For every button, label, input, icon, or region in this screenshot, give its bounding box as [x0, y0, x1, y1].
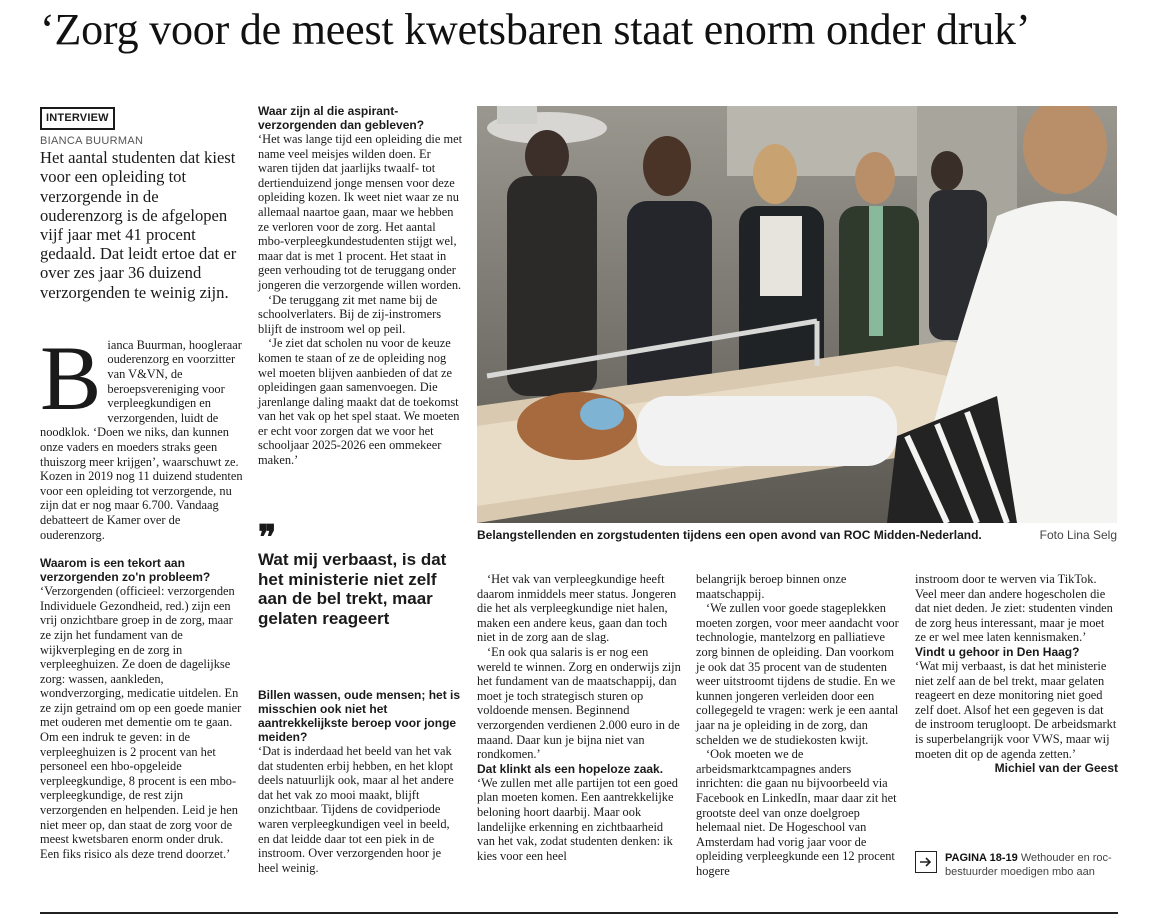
answer-6a: instroom door te werven via TikTok. Veel meer dan andere hogescholen die dat niet deden. Je ziet: studenten vinden de zorg heus interessant, maar je moet ze er wel mee laten kennismaken.’: [915, 572, 1113, 645]
answer-6b: ‘Wat mij verbaast, is dat het ministerie niet zelf aan de bel trekt, maar gelaten reageert en deze monitoring niet goed zelf doet. Alsof het een gegeven is dat de instroom terugloopt. De arbeidsmarkt is superbelangrijk voor VWS, maar wij moeten dit op de agenda zetten.’: [915, 658, 1117, 761]
signature: Michiel van der Geest: [994, 761, 1118, 776]
column-2-bottom: [258, 688, 463, 875]
column-5: [915, 572, 1118, 776]
question-5: Vindt u gehoor in Den Haag?: [915, 644, 1080, 659]
column-3: [477, 572, 682, 863]
question-3: Billen wassen, oude mensen; het is misschien ook niet het aantrekkelijkste beroep voor jonge meiden?: [258, 688, 461, 744]
pull-quote: [258, 520, 463, 628]
arrow-right-icon: [915, 851, 937, 873]
bottom-rule: [40, 912, 1118, 914]
answer-4a: ‘Het vak van verpleegkundige heeft daarom inmiddels meer status. Jongeren die het als verpleegkundige niet halen, maken een andere keus, gaan dan toch niet in de zorg aan de slag.: [477, 572, 677, 645]
answer-4b: ‘En ook qua salaris is er nog een wereld te winnen. Zorg en onderwijs zijn het fundament van de maatschappij, dan moet je toch strategisch sturen op voldoende mensen. Beginnend verzorgenden verdienen 2.000 euro in de maand. Daar kun je bijna niet van rondkomen.’: [477, 644, 681, 762]
headline: ‘Zorg voor de meest kwetsbaren staat enorm onder druk’: [40, 5, 1031, 54]
photo-credit: Foto Lina Selg: [1039, 528, 1117, 542]
intro: Het aantal studenten dat kiest voor een opleiding tot verzorgende in de ouderenzorg is de afgelopen vijf jaar met 41 procent gedaald. Dat leidt ertoe dat er over zes jaar 36 duizend verzorgenden te weinig zijn.: [40, 148, 237, 302]
column-4: [696, 572, 901, 878]
answer-2c: ‘Je ziet dat scholen nu voor de keuze komen te staan of ze de opleiding nog wel moeten blijven aanbieden of dat ze opleidingen gaan samenvoegen. Die jarenlange daling maakt dat de toekomst van het vak op het spel staat. We moeten er echt voor zorgen dat we voor het schooljaar 2025-2026 een ommekeer maken.’: [258, 336, 460, 468]
pull-quote-text: Wat mij verbaast, is dat het ministerie niet zelf aan de bel trekt, maar gelaten reageert: [258, 550, 447, 628]
question-1: Waarom is een tekort aan verzorgenden zo'n probleem?: [40, 556, 211, 585]
quote-mark-icon: ❞: [258, 520, 277, 557]
answer-5a: belangrijk beroep binnen onze maatschappij.: [696, 572, 847, 601]
photo-caption: [477, 528, 1117, 542]
lead-paragraph: [40, 326, 243, 542]
question-4: Dat klinkt als een hopeloze zaak.: [477, 761, 664, 776]
interview-badge: INTERVIEW: [40, 107, 115, 130]
answer-5c: ‘Ook moeten we de arbeidsmarktcampagnes anders inrichten: die gaan nu bijvoorbeeld via Facebook en LinkedIn, maar daar zit het grootste deel van onze doelgroep helemaal niet. De Hogeschool van Amsterdam had vorig jaar voor de opleiding verpleegkunde een 12 procent hogere: [696, 747, 897, 878]
dropcap: B: [40, 326, 102, 429]
photo-illustration: [477, 106, 1117, 523]
answer-3: ‘Dat is inderdaad het beeld van het vak dat studenten erbij hebben, en het klopt deels natuurlijk ook, maar al het andere dat het vak zo mooi maakt, blijft onzichtbaar. Tijdens de covidperiode waren verpleegkundigen veel in beeld, en dat leidde daar tot een piek in de instroom. Over verzorgenden hoor je heel weinig.: [258, 744, 454, 875]
page-reference-label: PAGINA 18-19: [945, 852, 1018, 864]
column-1: [40, 107, 243, 861]
lead-text: ianca Buurman, hoogleraar ouderenzorg en voorzitter van V&VN, de beroepsvereniging voor verpleegkundigen en verzorgenden, luidt de noodklok. ‘Doen we niks, dan kunnen onze vaders en moeders straks geen thuiszorg meer krijgen’, waarschuwt ze. Kozen in 2019 nog 11 duizend studenten voor een opleiding tot verzorgende, nu zijn dat er nog maar 6.700. Vandaag debatteert de Kamer over de ouderenzorg.: [40, 337, 243, 542]
page-reference[interactable]: [915, 851, 1120, 879]
byline: BIANCA BUURMAN: [40, 134, 144, 147]
answer-1: ‘Verzorgenden (officieel: verzorgenden Individuele Gezondheid, red.) zijn een vrij onzichtbare groep in de zorg, maar ze zijn het fundament van de wijkverpleging en de zorg in verpleeghuizen. Ze doen de dagelijkse zorg: wassen, aankleden, wondverzorging, medicatie uitdelen. En ze zijn getraind om op een goede manier met ouderen met dementie om te gaan. Om een indruk te geven: in de verpleeghuizen is 2 procent van het personeel een hbo-opgeleide verpleegkundige, 8 procent is een mbo-verpleegkundige, de rest zijn verzorgenden en helpenden. Leid je hen niet meer op, dan staat de zorg voor de meest kwetsbaren enorm onder druk. Een fiks risico als deze trend doorzet.’: [40, 584, 242, 861]
answer-4c: ‘We zullen met alle partijen tot een goed plan moeten komen. Een aantrekkelijke beloning hoort daarbij. Maar ook landelijke erkenning en zichtbaarheid van het vak, zodat studenten denken: ik kies voor een heel: [477, 775, 678, 863]
photo: [477, 106, 1117, 523]
page-reference-text: Wethouder en roc-bestuurder moedigen mbo aan: [945, 852, 1112, 878]
answer-5b: ‘We zullen voor goede stageplekken moeten zorgen, voor meer aandacht voor technologie, mantelzorg en palliatieve zorg binnen de opleiding. Dan voorkom je ook dat 35 procent van de studenten weer uitstroomt tijdens de studie. En we kunnen jongeren verleiden door een collegegeld te vragen: werk je een aantal jaar na je opleiding in de zorg, dan schelden we de studiekosten kwijt.: [696, 601, 899, 747]
answer-2a: ‘Het was lange tijd een opleiding die met name veel meisjes wilden doen. Er waren tijden dat jaarlijks twaalf- tot dertienduizend jonge mensen voor deze opleiding kozen. Ik weet niet waar ze nu allemaal naartoe gaan, maar we hebben ze verloren voor de zorg. Het aantal mbo-verpleegkundestudenten stijgt wel, maar dat is met 1 procent. Het staat in geen verhouding tot de teruggang onder jongeren die verzorgende willen worden.: [258, 132, 463, 292]
column-2: [258, 104, 463, 468]
question-2: Waar zijn al die aspirant-verzorgenden dan gebleven?: [258, 104, 425, 132]
answer-2b: ‘De teruggang zit met name bij de schoolverlaters. Bij de zij-instromers blijft de instroom wel op peil.: [258, 292, 442, 336]
caption-text: Belangstellenden en zorgstudenten tijdens een open avond van ROC Midden-Nederland.: [477, 528, 982, 542]
